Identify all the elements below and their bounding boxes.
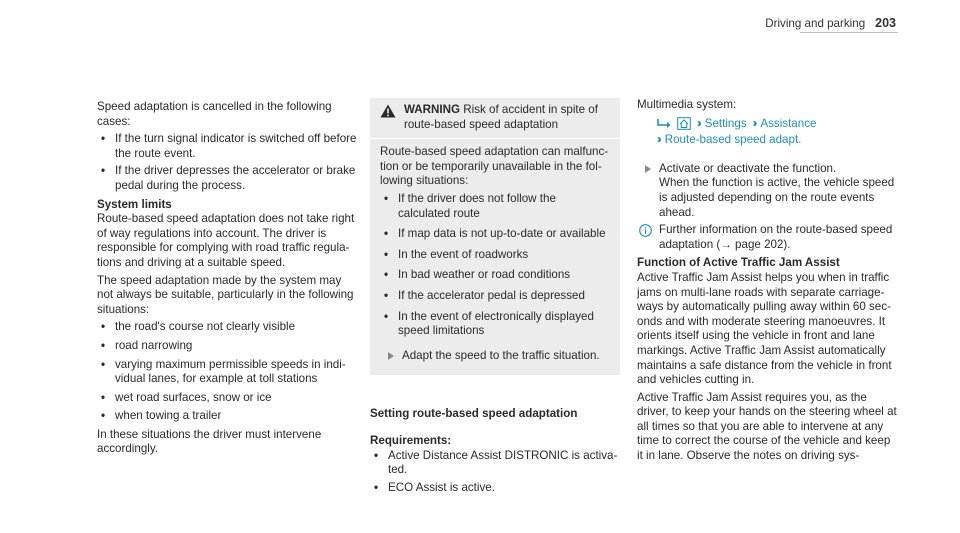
cancel-intro: Speed adaptation is cancelled in the following cases: bbox=[97, 100, 332, 128]
list-item: • wet road surfaces, snow or ice bbox=[101, 390, 272, 404]
path-assistance: Assistance bbox=[760, 116, 817, 130]
warning-intro: Route-based speed adaptation can malfunc-tion or be temporarily unavailable in the fol-lowing situations: bbox=[380, 145, 609, 188]
requirements-heading: Requirements: bbox=[370, 433, 452, 447]
menu-path bbox=[637, 117, 899, 132]
warning-title: Risk of accident in spite of route-based speed adaptation bbox=[404, 103, 598, 131]
list-item: • Active Distance Assist DISTRONIC is activa-ted. bbox=[374, 448, 618, 477]
section-title: Driving and parking bbox=[765, 17, 866, 30]
list-item: • when towing a trailer bbox=[101, 409, 222, 423]
chevron-double-icon: ›› bbox=[752, 116, 755, 130]
warning-label: WARNING bbox=[404, 103, 461, 116]
warning-header bbox=[370, 98, 620, 139]
list-item: • If map data is not up-to-date or available bbox=[384, 227, 606, 241]
info-note: Further information on the route-based speed adaptation (→ page 202). bbox=[637, 223, 899, 252]
section-heading: Setting route-based speed adaptation bbox=[370, 407, 578, 421]
column-middle bbox=[370, 100, 620, 498]
activate-action: Activate or deactivate the function. When the function is active, the vehicle speed is adjusted depending on the route events ahead. bbox=[637, 162, 899, 220]
traffic-jam-requirements: Active Traffic Jam Assist requires you, as the driver, to keep your hands on the steering wheel at all times so that you are able to intervene at any time to correct the course of the vehicle and keep it in lane. Observe the notes on driving sys- bbox=[637, 390, 897, 463]
info-icon bbox=[639, 224, 652, 237]
list-item: • varying maximum permissible speeds in indi-vidual lanes, for example at toll stations bbox=[101, 357, 346, 386]
requirements-list bbox=[370, 449, 620, 496]
list-item: • In bad weather or road conditions bbox=[384, 268, 571, 282]
intervene-text: In these situations the driver must intervene accordingly. bbox=[97, 427, 322, 456]
chevron-double-icon: ›› bbox=[697, 116, 699, 130]
list-item: • If the driver does not follow the calculated route bbox=[384, 191, 556, 220]
column-left bbox=[97, 100, 357, 460]
column-right bbox=[637, 98, 899, 467]
situations-list bbox=[97, 320, 357, 424]
list-item: • If the accelerator pedal is depressed bbox=[384, 288, 585, 302]
cancel-list bbox=[97, 132, 357, 193]
warning-box bbox=[370, 98, 620, 375]
list-item: • road narrowing bbox=[101, 338, 193, 352]
system-limits-heading: System limits bbox=[97, 197, 172, 211]
list-item: • the road's course not clearly visible bbox=[101, 320, 296, 334]
page-number: 203 bbox=[875, 16, 896, 30]
warning-action: Adapt the speed to the traffic situation. bbox=[380, 349, 610, 364]
traffic-jam-text: Active Traffic Jam Assist helps you when in traffic jams on multi-lane roads with separate carriage-ways by automatically pulling away within 60 sec-onds and with moderate steering manoeuvres. It orients itself using the vehicle in front and lane markings. Active Traffic Jam Assist automatically maintains a safe distance from the vehicle in front and vehicles cutting in. bbox=[637, 270, 892, 387]
page-header bbox=[765, 16, 896, 32]
multimedia-label: Multimedia system: bbox=[637, 98, 737, 111]
list-item: • In the event of electronically displayed speed limitations bbox=[384, 309, 594, 338]
play-arrow-icon bbox=[388, 352, 394, 360]
warning-triangle-icon bbox=[380, 104, 396, 118]
path-route-speed: Route-based speed adapt. bbox=[664, 133, 802, 147]
traffic-jam-heading: Function of Active Traffic Jam Assist bbox=[637, 256, 840, 270]
list-item: • If the driver depresses the accelerator or brake pedal during the process. bbox=[101, 164, 356, 192]
path-settings: Settings bbox=[704, 116, 747, 130]
list-item: • ECO Assist is active. bbox=[374, 480, 495, 494]
home-icon bbox=[677, 117, 691, 130]
menu-path-continued bbox=[637, 133, 899, 148]
list-item: • In the event of roadworks bbox=[384, 247, 529, 261]
enter-arrow-icon bbox=[657, 118, 671, 130]
play-arrow-icon bbox=[645, 165, 651, 173]
warning-list bbox=[380, 192, 610, 339]
list-item: • If the turn signal indicator is switched off before the route event. bbox=[101, 132, 357, 160]
header-rule bbox=[800, 32, 898, 33]
situations-intro: The speed adaptation made by the system may not always be suitable, particularly in the following situations: bbox=[97, 273, 354, 316]
system-limits-text: Route-based speed adaptation does not take right of way regulations into account. The driver is responsible for complying with road traffic regula-tions and driving at a suitable speed. bbox=[97, 212, 355, 269]
warning-body bbox=[370, 139, 620, 375]
chevron-double-icon: ›› bbox=[657, 133, 659, 147]
